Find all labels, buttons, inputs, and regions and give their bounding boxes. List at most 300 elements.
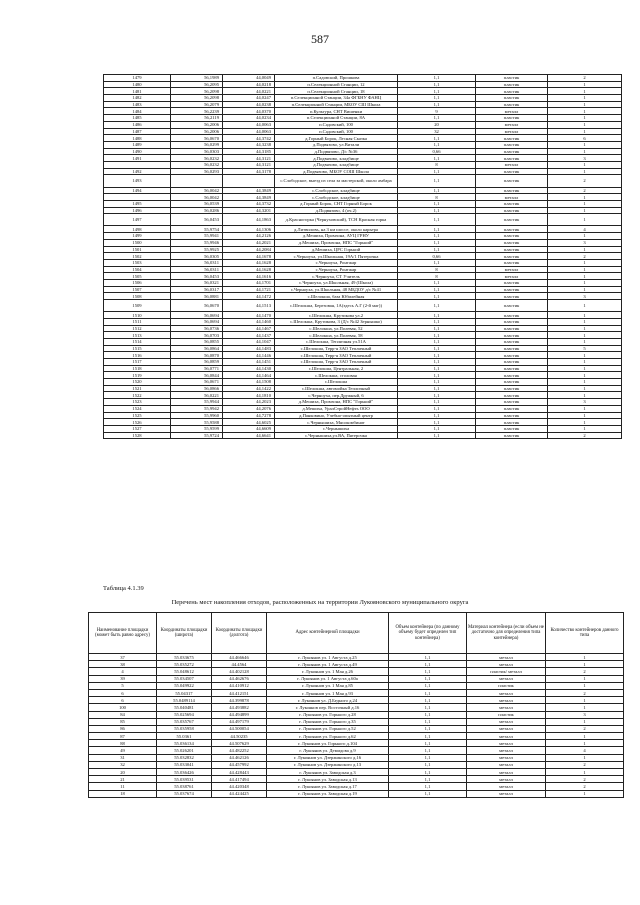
table-cell: пластик — [476, 141, 548, 148]
table-cell: 44,2084 — [223, 246, 275, 253]
table-cell: 56,0311 — [171, 259, 223, 266]
table-cell: г. Лукоянов пер. Восточный д.16 — [267, 704, 389, 711]
table-cell: 56,0694 — [171, 312, 223, 319]
table-cell: 1510 — [104, 312, 171, 319]
table-cell: 55,9946 — [171, 239, 223, 246]
table-cell: металл — [476, 121, 548, 128]
table-cell: металл — [476, 194, 548, 201]
table-cell: 2 — [548, 175, 622, 187]
table-cell: 100 — [89, 704, 157, 711]
table-title-caption: Перечень мест накопления отходов, расположенных на территории Лукояновского муниципального округа — [171, 599, 469, 606]
table-row — [104, 399, 622, 406]
table-cell: с.Черноуха, Ронтжар — [275, 259, 398, 266]
table-cell: 5 — [89, 682, 157, 689]
table-row — [104, 273, 622, 280]
table-cell: 1,1 — [398, 338, 476, 345]
table-cell: г. Лукоянов ул. Горького д.28 — [267, 711, 389, 718]
table-cell: 1 — [548, 318, 622, 325]
table-row — [104, 392, 622, 399]
table-cell: 55.040481 — [157, 704, 212, 711]
table-cell: 56,0303 — [171, 148, 223, 155]
table-cell: 44,3732 — [223, 200, 275, 207]
table-cell: 1,1 — [398, 332, 476, 339]
table-cell: 1507 — [104, 286, 171, 293]
table-cell: 1 — [548, 207, 622, 214]
table-cell: 1486 — [104, 121, 171, 128]
table-row — [104, 148, 622, 155]
table-cell: 1480 — [104, 81, 171, 88]
table-cell: 1 — [548, 95, 622, 102]
table-cell: 44,0063 — [223, 121, 275, 128]
table-row — [89, 689, 624, 696]
table-cell: 1524 — [104, 405, 171, 412]
table-cell: 1489 — [104, 141, 171, 148]
table-cell: 44,1306 — [223, 226, 275, 233]
table-cell: 18 — [89, 790, 157, 797]
table-cell: 1 — [546, 733, 624, 740]
table-cell: 1527 — [104, 425, 171, 432]
table-cell: 44,3121 — [223, 161, 275, 168]
table-cell: 1499 — [104, 233, 171, 240]
table-cell: 1,1 — [389, 718, 467, 725]
table-cell: пластик — [476, 318, 548, 325]
table-row — [104, 432, 622, 439]
table-cell: 1 — [546, 740, 624, 747]
table-cell: 1,1 — [398, 115, 476, 122]
table-cell: металл — [467, 790, 546, 797]
table-cell: 55.025694 — [157, 711, 212, 718]
table-row — [104, 88, 622, 95]
table-cell: 1 — [548, 338, 622, 345]
table-cell: 1,1 — [398, 345, 476, 352]
table-cell: 1,1 — [398, 135, 476, 142]
table-row — [104, 279, 622, 286]
table-cell: 55,9941 — [171, 233, 223, 240]
table-cell: 1514 — [104, 338, 171, 345]
table-cell: 3 — [548, 239, 622, 246]
table-cell: г. Лукоянов ул. Заводская д.3 — [267, 769, 389, 776]
table-cell: 1,1 — [398, 168, 476, 175]
table-cell: г. Лукоянов ул. 1 Мая д.26 — [267, 668, 389, 675]
table-cell: с.Черноуха, СТ Учитель — [275, 273, 398, 280]
table-cell: 44,3185 — [223, 148, 275, 155]
table-cell: п.Селекционной Станции, МБОУ СШ Школа — [275, 101, 398, 108]
table-cell: 44,2021 — [223, 239, 275, 246]
table-cell: с.Чернышиха,ул.ВА, Пятерочка — [275, 432, 398, 439]
table-cell: п.Селекционной Станции, 34а ФГБНУ ФАНЦ — [275, 95, 398, 102]
table-cell: 1,1 — [398, 187, 476, 194]
table-cell: с.Шелокша, ул.Полевая, 58 — [275, 332, 398, 339]
table-cell: 44,1437 — [223, 332, 275, 339]
table-row — [104, 95, 622, 102]
table-cell: 1 — [548, 332, 622, 339]
table-cell: 31 — [89, 754, 157, 761]
table-row — [89, 668, 624, 675]
table-cell — [223, 175, 275, 187]
table-cell: 44,1628 — [223, 266, 275, 273]
column-header: Наименование площадки (может быть равно адресу) — [89, 613, 157, 654]
table-row — [89, 761, 624, 768]
table-cell: 1 — [548, 246, 622, 253]
table-cell: 44,3178 — [223, 168, 275, 175]
table-cell: 56,2095 — [171, 81, 223, 88]
table-cell: с.Слободское, кладбище — [275, 187, 398, 194]
table-cell: 1 — [548, 273, 622, 280]
table-cell: 1,1 — [398, 141, 476, 148]
table-cell: 1495 — [104, 200, 171, 207]
table-cell: пластик — [476, 207, 548, 214]
table-cell: г. Лукоянов ул. Заводская д.17 — [267, 783, 389, 790]
table-row — [104, 194, 622, 201]
table-cell: д.Подвязово, 4 (оч.2) — [275, 207, 398, 214]
table-cell: 44.399878 — [212, 697, 267, 704]
table-cell: 44,2023 — [223, 399, 275, 406]
table-cell: 1521 — [104, 385, 171, 392]
table-cell: 1,1 — [398, 392, 476, 399]
table-cell: 1,1 — [398, 233, 476, 240]
table-row — [104, 405, 622, 412]
table-cell: 2 — [546, 761, 624, 768]
table-cell: 1518 — [104, 365, 171, 372]
table-cell: 1 — [548, 168, 622, 175]
table-cell: пластик — [476, 379, 548, 386]
table-cell: 44,1628 — [223, 259, 275, 266]
table-cell: п.Садовский, 100 — [275, 128, 398, 135]
table-cell: п.Селекционной Станции, 18 — [275, 88, 398, 95]
table-row — [104, 135, 622, 142]
table-cell: 1 — [546, 661, 624, 668]
table-cell: 2 — [546, 689, 624, 696]
table-cell: пластик — [467, 711, 546, 718]
table-cell: 44,0234 — [223, 115, 275, 122]
table-cell: 1498 — [104, 226, 171, 233]
table-cell: 1,1 — [398, 352, 476, 359]
table-cell: металл — [467, 689, 546, 696]
table-cell: 1505 — [104, 273, 171, 280]
table-cell: с.Шелокша, Терр-я ЗАО Тепличный — [275, 352, 398, 359]
table-cell: 1,1 — [398, 279, 476, 286]
table-cell: 1 — [548, 359, 622, 366]
table-cell: металл — [467, 769, 546, 776]
table-row — [104, 108, 622, 115]
table-cell: 55,9588 — [171, 419, 223, 426]
table-row — [89, 747, 624, 754]
table-row — [104, 365, 622, 372]
table-cell: 56,0305 — [171, 253, 223, 260]
table-cell: 44.493882 — [212, 704, 267, 711]
table-cell: 56,0844 — [171, 372, 223, 379]
table-cell: металл — [476, 161, 548, 168]
table-cell: с.Шелокша, автомойка Тепличный — [275, 385, 398, 392]
table-cell: г. Лукоянов ул. Заводская д.13 — [267, 776, 389, 783]
table-cell: 1 — [548, 425, 622, 432]
table-cell: 56,0870 — [171, 352, 223, 359]
table-row — [89, 769, 624, 776]
table-cell: 1 — [548, 115, 622, 122]
table-cell: 44,3201 — [223, 207, 275, 214]
table-cell: 1503 — [104, 259, 171, 266]
table-cell: 1526 — [104, 419, 171, 426]
table-row — [89, 704, 624, 711]
table-cell: 55.0361 — [157, 733, 212, 740]
lukoyanov-waste-sites-table — [88, 612, 624, 798]
table-cell: 1525 — [104, 412, 171, 419]
table-cell: 44,1701 — [223, 279, 275, 286]
table-cell: пластик — [476, 95, 548, 102]
table-row — [104, 81, 622, 88]
table-cell: 56,0671 — [171, 379, 223, 386]
table-cell: 44,1460 — [223, 318, 275, 325]
table-cell: 44,1483 — [223, 345, 275, 352]
table-cell: 44,3849 — [223, 194, 275, 201]
table-cell: 56,0866 — [171, 385, 223, 392]
table-cell: 56,2239 — [171, 108, 223, 115]
table-row — [104, 359, 622, 366]
table-cell: 44,0247 — [223, 95, 275, 102]
table-cell: 55.026201 — [157, 747, 212, 754]
table-cell: 1,1 — [398, 75, 476, 82]
table-row — [104, 200, 622, 207]
table-cell: 1,1 — [389, 661, 467, 668]
table-row — [104, 128, 622, 135]
table-cell: металл — [467, 718, 546, 725]
table-cell: 1,1 — [398, 385, 476, 392]
table-cell: 44.417494 — [212, 776, 267, 783]
table-cell: 55.04317 — [157, 689, 212, 696]
table-cell: 1485 — [104, 115, 171, 122]
table-cell: 1500 — [104, 239, 171, 246]
table-row — [104, 121, 622, 128]
table-cell: 1 — [548, 379, 622, 386]
table-cell: 44,0218 — [223, 81, 275, 88]
table-cell: 1,1 — [398, 405, 476, 412]
table-cell: с.Чернышиха, Мясокомбинат — [275, 419, 398, 426]
table-cell: 39 — [89, 675, 157, 682]
table-cell: с.Черноуха, ул.Школьная, 48 МБДОУ д/с №41 — [275, 286, 398, 293]
table-cell: 1,1 — [398, 155, 476, 162]
table-cell: 1496 — [104, 207, 171, 214]
table-cell: пластик — [476, 155, 548, 162]
table-cell: 1,1 — [398, 214, 476, 226]
table-cell: 1,1 — [398, 246, 476, 253]
table-cell: 55.048612 — [157, 668, 212, 675]
table-cell: 1 — [548, 279, 622, 286]
table-cell: д.Панковино, Учебно-опытный центр — [275, 412, 398, 419]
table-cell: пластик — [476, 286, 548, 293]
table-cell: с.Шелокша, Центральная, 2 — [275, 365, 398, 372]
table-cell: 56,0453 — [171, 214, 223, 226]
table-cell: пластик — [476, 168, 548, 175]
table-cell: 1 — [548, 312, 622, 319]
table-cell: 2 — [548, 75, 622, 82]
table-cell: с.Черноуха, ул.Школьная, 49 (Школа) — [275, 279, 398, 286]
table-cell: 44,0063 — [223, 128, 275, 135]
table-cell: п.Садовский, Прошкова — [275, 75, 398, 82]
table-cell: 44,1430 — [223, 365, 275, 372]
table-cell: с.Шелокша, Березовая, 1А(здесь А.Г (2-й маг)) — [275, 300, 398, 312]
table-cell: 1511 — [104, 318, 171, 325]
table-cell: 1 — [546, 682, 624, 689]
table-cell: 4 — [548, 226, 622, 233]
table-row — [104, 239, 622, 246]
table-cell: 1,1 — [389, 776, 467, 783]
table-cell: 1,1 — [389, 689, 467, 696]
table-cell: 55.035958 — [157, 725, 212, 732]
table-cell: 1 — [548, 419, 622, 426]
table-cell: пластик — [476, 239, 548, 246]
table-cell: 1,1 — [389, 682, 467, 689]
table-cell — [171, 175, 223, 187]
table-cell: 3 — [546, 711, 624, 718]
table-cell: металл — [467, 783, 546, 790]
table-cell: 1493 — [104, 175, 171, 187]
table-cell: пластик — [476, 75, 548, 82]
table-cell: 56,0670 — [171, 300, 223, 312]
table-cell: 44.50235 — [212, 733, 267, 740]
table-row — [104, 161, 622, 168]
table-cell: 55,9925 — [171, 246, 223, 253]
table-cell: 20 — [89, 769, 157, 776]
table-cell: 56,0881 — [171, 293, 223, 300]
table-cell: 1,1 — [389, 733, 467, 740]
table-cell: 55.0489114 — [157, 697, 212, 704]
table-cell: 55,9754 — [171, 226, 223, 233]
table-cell: 44,0238 — [223, 101, 275, 108]
table-cell: 1490 — [104, 148, 171, 155]
table-cell: 1,1 — [398, 419, 476, 426]
table-cell: 21 — [89, 776, 157, 783]
table-cell: пластик — [476, 300, 548, 312]
table-cell: 6 — [89, 689, 157, 696]
table-cell: 1,1 — [389, 783, 467, 790]
table-row — [104, 379, 622, 386]
table-cell: 11 — [89, 783, 157, 790]
table-row — [104, 385, 622, 392]
table-cell: 8 — [398, 266, 476, 273]
table-cell: 56,0317 — [171, 286, 223, 293]
table-cell: 1,1 — [398, 412, 476, 419]
table-cell: 56,0855 — [171, 338, 223, 345]
table-cell: 56,0771 — [171, 365, 223, 372]
table-row — [104, 253, 622, 260]
table-cell: 44,2076 — [223, 405, 275, 412]
table-cell: пластик — [476, 200, 548, 207]
table-cell: 44.462676 — [212, 675, 267, 682]
table-cell: 1 — [548, 161, 622, 168]
table-cell: пластик — [476, 101, 548, 108]
table-cell: 44,0370 — [223, 108, 275, 115]
table-row — [104, 141, 622, 148]
column-header: Количество контейнеров данного типа — [546, 613, 624, 654]
table-cell: 1 — [546, 769, 624, 776]
table-cell: 56,0293 — [171, 168, 223, 175]
table-cell: 3 — [548, 399, 622, 406]
table-cell: 44,3238 — [223, 141, 275, 148]
table-cell: 1487 — [104, 128, 171, 135]
table-cell: 1488 — [104, 135, 171, 142]
table-cell: металл — [476, 108, 548, 115]
table-cell: 4 — [89, 668, 157, 675]
table-cell: 44,1508 — [223, 379, 275, 386]
table-row — [89, 740, 624, 747]
table-cell: с.Шелокша, Терр-я ЗАО Тепличный — [275, 359, 398, 366]
table-cell: 1481 — [104, 88, 171, 95]
table-cell: 1512 — [104, 325, 171, 332]
table-cell: 1 — [548, 372, 622, 379]
table-cell: 44,1513 — [223, 300, 275, 312]
table-cell: 1509 — [104, 300, 171, 312]
table-cell: 44,0221 — [223, 88, 275, 95]
table-cell: 20 — [398, 121, 476, 128]
table-cell: 44,1616 — [223, 273, 275, 280]
table-cell: 1,1 — [398, 95, 476, 102]
table-cell: 44,1446 — [223, 352, 275, 359]
table-cell: пластик — [476, 332, 548, 339]
table-cell: 2 — [548, 432, 622, 439]
table-cell: 44,1467 — [223, 325, 275, 332]
table-cell: 1,1 — [389, 704, 467, 711]
table-cell: 2 — [546, 725, 624, 732]
table-row — [104, 345, 622, 352]
table-number-caption: Таблица 4.1.39 — [103, 585, 144, 592]
table-cell: г. Лукоянов ул. 1 Мая д.85 — [267, 682, 389, 689]
table-cell: д.Красногорка (Чернуховский), ТСН Красная горка — [275, 214, 398, 226]
table-cell: 55.035272 — [157, 661, 212, 668]
table-cell: пластик — [476, 399, 548, 406]
table-row — [104, 338, 622, 345]
table-cell: г. Лукоянов ул. Горького д.52 — [267, 725, 389, 732]
table-cell: с.Черноуха, пер.Дружный, 6 — [275, 392, 398, 399]
table-cell: пластик — [476, 214, 548, 226]
table-cell: д.Мешиха, ЦРС Горький — [275, 246, 398, 253]
table-cell: 44,1863 — [223, 214, 275, 226]
table-cell: 1528 — [104, 432, 171, 439]
table-cell: 56,0299 — [171, 141, 223, 148]
table-cell: 56,0311 — [171, 266, 223, 273]
table-row — [89, 711, 624, 718]
table-cell: 8 — [398, 194, 476, 201]
table-cell: г. Лукоянов ул. Горького д.62 — [267, 733, 389, 740]
table-cell: 1 — [548, 352, 622, 359]
table-cell: 1 — [546, 704, 624, 711]
table-cell: д.Мешиха, Промзона, НПС "Горький" — [275, 239, 398, 246]
table-cell: 1,1 — [398, 312, 476, 319]
table-cell: пластик — [476, 338, 548, 345]
table-cell: 56,0286 — [171, 207, 223, 214]
table-cell: 1 — [548, 233, 622, 240]
table-cell: с.Шелокша, база Юбилейная — [275, 293, 398, 300]
table-cell: 1 — [548, 392, 622, 399]
table-cell: 1508 — [104, 293, 171, 300]
table-cell: г. Лукоянов ул. Демидова д.9 — [267, 747, 389, 754]
table-cell: 1,1 — [398, 325, 476, 332]
table-cell: 1 — [548, 325, 622, 332]
table-cell: 85 — [89, 718, 157, 725]
table-cell: 1,1 — [389, 725, 467, 732]
table-cell: д.Мешиха, УралСтройНефть ООО — [275, 405, 398, 412]
table-cell: 1504 — [104, 266, 171, 273]
table-cell: 1,1 — [389, 675, 467, 682]
table-cell: 56,0694 — [171, 318, 223, 325]
table-row — [104, 318, 622, 325]
table-cell: 1,1 — [398, 432, 476, 439]
table-cell: 1 — [548, 259, 622, 266]
table-cell: 1,1 — [389, 790, 467, 797]
table-cell: 1519 — [104, 372, 171, 379]
table-cell: 1 — [548, 286, 622, 293]
table-cell: 56,2098 — [171, 95, 223, 102]
table-cell: 1 — [548, 108, 622, 115]
